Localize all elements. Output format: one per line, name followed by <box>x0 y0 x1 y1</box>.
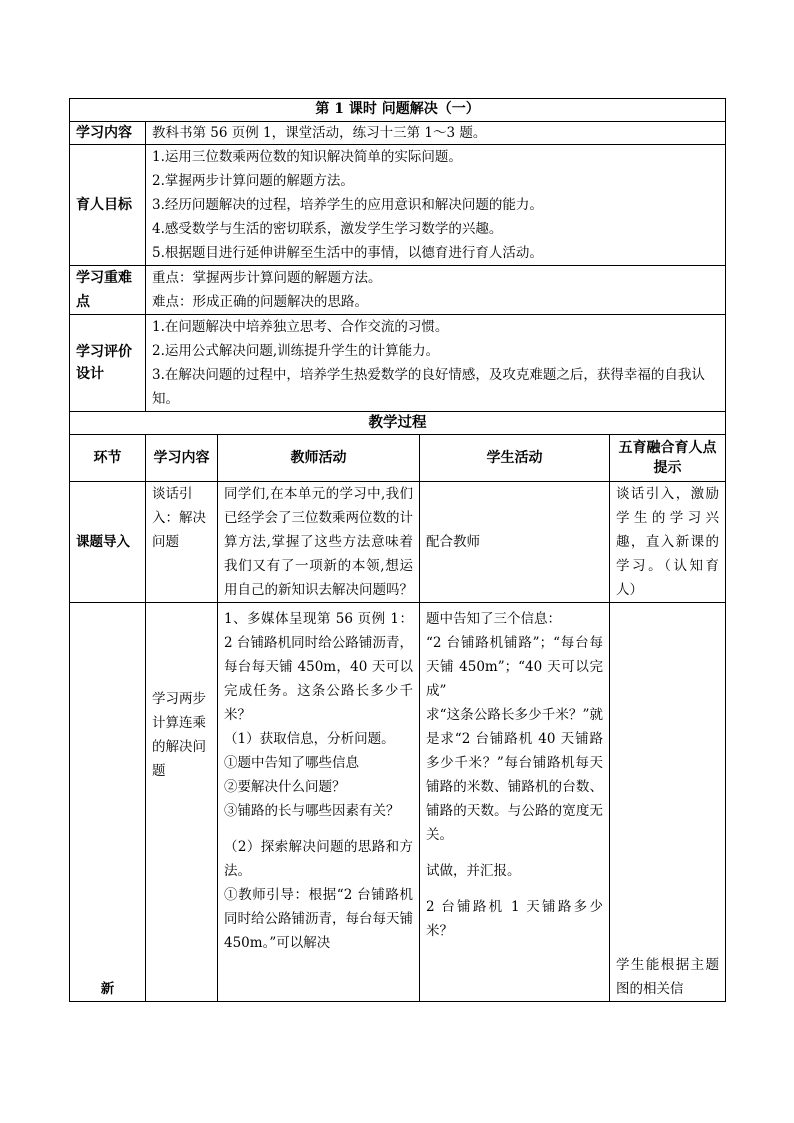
lesson-plan-table <box>69 98 726 1002</box>
header-stage: 环节 <box>70 435 146 482</box>
content-intro: 谈话引入：解决问题 <box>146 482 218 603</box>
stage-new-cell <box>70 603 146 1002</box>
header-content: 学习内容 <box>146 435 218 482</box>
header-teacher: 教师活动 <box>218 435 420 482</box>
info-line: 教科书第 56 页例 1，课堂活动，练习十三第 1～3 题。 <box>152 125 487 141</box>
info-value-content <box>146 122 726 145</box>
teacher-new <box>218 603 420 1002</box>
teacher-line: ①题中告知了哪些信息 <box>224 755 359 771</box>
info-label-evaluation: 学习评价设计 <box>70 315 146 412</box>
info-value-evaluation <box>146 315 726 412</box>
spacer <box>426 883 603 895</box>
info-line: 1.运用三位数乘两位数的知识解决简单的实际问题。 <box>152 149 462 165</box>
lesson-title: 第 1 课时 问题解决（一） <box>70 99 726 122</box>
info-value-goals <box>146 145 726 266</box>
title-row <box>70 99 726 122</box>
info-line: 5.根据题目进行延伸讲解至生活中的事情，以德育进行育人活动。 <box>152 245 543 261</box>
info-line: 2.掌握两步计算问题的解题方法。 <box>152 173 354 189</box>
stage-intro: 课题导入 <box>70 482 146 603</box>
info-line: 1.在问题解决中培养独立思考、合作交流的习惯。 <box>152 319 449 335</box>
student-intro: 配合教师 <box>420 482 610 603</box>
teacher-line: （1）获取信息，分析问题。 <box>224 731 395 747</box>
info-line: 4.感受数学与生活的密切联系，激发学生学习数学的兴趣。 <box>152 221 503 237</box>
teacher-line: 1、多媒体呈现第 56 页例 1：2 台铺路机同时给公路铺沥青，每台每天铺 450m，40 天可以完成任务。这条公路长多少千米？ <box>224 611 413 723</box>
student-line: 试做，并汇报。 <box>426 863 521 879</box>
student-line: 2 台铺路机 1 天铺路多少米？ <box>426 899 603 939</box>
teacher-line: ②要解决什么问题？ <box>224 779 346 795</box>
student-new <box>420 603 610 1002</box>
info-row-goals <box>70 145 726 266</box>
info-row-content <box>70 122 726 145</box>
info-label-content: 学习内容 <box>70 122 146 145</box>
tip-new-cell <box>610 603 726 1002</box>
process-title-row <box>70 412 726 435</box>
header-tip: 五育融合育人点提示 <box>610 435 726 482</box>
tip-intro: 谈话引入，激励学生的学习兴趣，直入新课的学习。（认知育人） <box>610 482 726 603</box>
process-row-intro <box>70 482 726 603</box>
spacer <box>224 823 413 835</box>
info-line: 2.运用公式解决问题,训练提升学生的计算能力。 <box>152 343 440 359</box>
info-line: 3.经历问题解决的过程，培养学生的应用意识和解决问题的能力。 <box>152 197 543 213</box>
info-label-keypoints: 学习重难点 <box>70 266 146 315</box>
teacher-intro: 同学们,在本单元的学习中,我们已经学会了三位数乘两位数的计算方法,掌握了这些方法意味着我们又有了一项新的本领,想运用自己的新知识去解决问题吗？ <box>218 482 420 603</box>
info-value-keypoints <box>146 266 726 315</box>
header-student: 学生活动 <box>420 435 610 482</box>
content-new: 学习两步计算连乘的解决问题 <box>146 603 218 1002</box>
teacher-line: （2）探索解决问题的思路和方法。 <box>224 839 413 879</box>
info-line: 重点：掌握两步计算问题的解题方法。 <box>152 270 382 286</box>
student-line: “2 台铺路机铺路”；“每台每天铺 450m”；“40 天可以完成” <box>426 635 603 699</box>
lesson-plan-sheet <box>69 98 725 1002</box>
info-label-goals: 育人目标 <box>70 145 146 266</box>
info-line: 难点：形成正确的问题解决的思路。 <box>152 294 368 310</box>
stage-new: 新 <box>100 981 115 997</box>
info-row-evaluation <box>70 315 726 412</box>
teacher-line: ③铺路的长与哪些因素有关？ <box>224 803 400 819</box>
info-row-keypoints <box>70 266 726 315</box>
info-line: 3.在解决问题的过程中，培养学生热爱数学的良好情感，及攻克难题之后，获得幸福的自我认知。 <box>152 367 705 407</box>
student-line: 求“这条公路长多少千米？”就是求“2 台铺路机 40 天铺路多少千米？”每台铺路机每天铺路的米数、铺路机的台数、铺路的天数。与公路的宽度无关。 <box>426 707 603 843</box>
teacher-line: ①教师引导：根据“2 台铺路机同时给公路铺沥青，每台每天铺 450m。”可以解决 <box>224 887 413 951</box>
student-line: 题中告知了三个信息： <box>426 611 561 627</box>
process-title: 教学过程 <box>70 412 726 435</box>
process-header-row <box>70 435 726 482</box>
spacer <box>426 847 603 859</box>
process-row-new <box>70 603 726 1002</box>
tip-new: 学生能根据主题图的相关信 <box>616 957 720 997</box>
